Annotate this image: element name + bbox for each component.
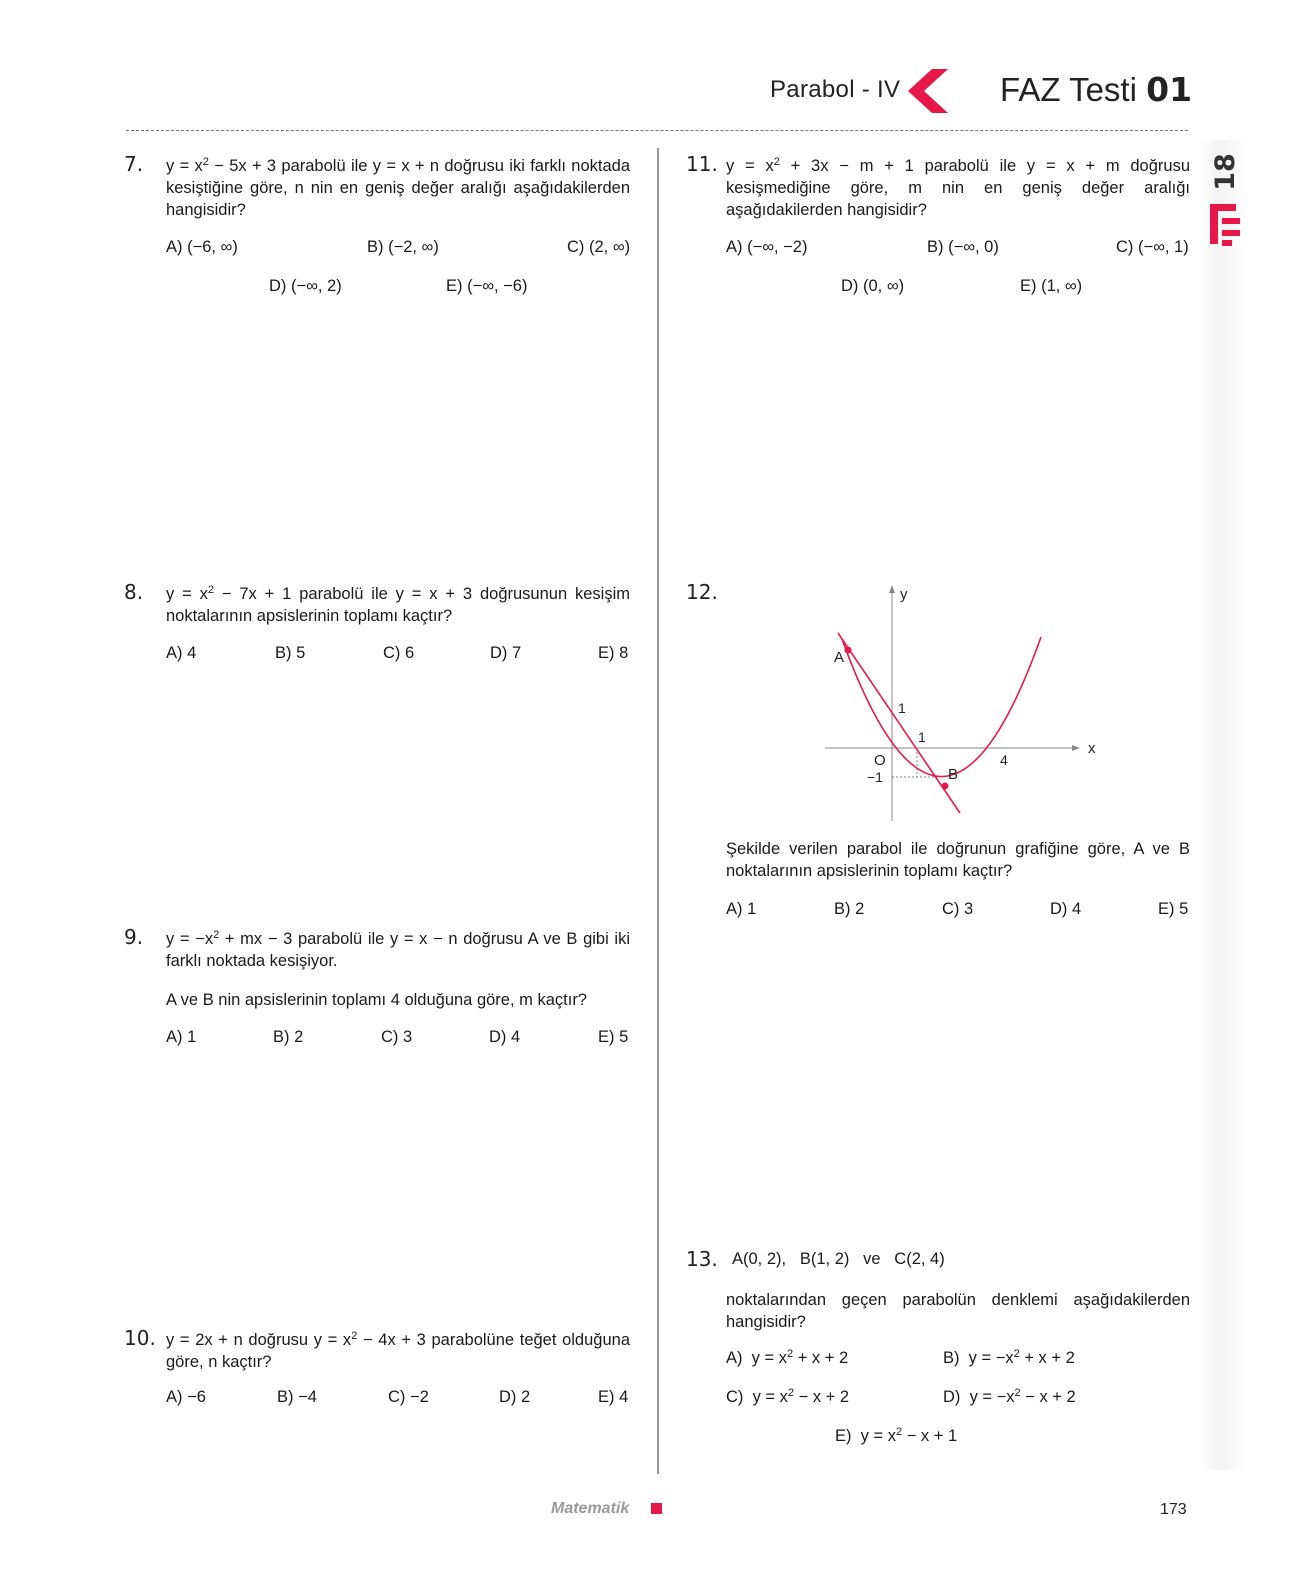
chevron-left-icon bbox=[904, 67, 952, 115]
q9-option-a[interactable]: A) 1 bbox=[166, 1028, 197, 1046]
q10-option-e[interactable]: E) 4 bbox=[598, 1388, 629, 1406]
q10-option-d[interactable]: D) 2 bbox=[499, 1388, 531, 1406]
q13-option-b[interactable]: B) $y = -x^2 + x + 2$ bbox=[943, 1348, 1075, 1367]
y-axis-label: y bbox=[900, 586, 908, 603]
q13-option-c[interactable]: C) $y = x^2 - x + 2$ bbox=[726, 1387, 850, 1406]
q12-option-e[interactable]: E) 5 bbox=[1158, 900, 1189, 918]
test-label: FAZ Testi bbox=[1000, 71, 1137, 108]
origin-label: O bbox=[874, 752, 886, 769]
question-8-text: $y = x^2 - 7x + 1$ parabolü ile y = x + 3 doğrusunun kesişim noktalarının apsislerinin toplamı kaçtır? bbox=[166, 584, 630, 625]
parabola-line-graph bbox=[810, 585, 1100, 825]
question-12-number: 12. bbox=[686, 580, 718, 604]
q13-option-d[interactable]: D) $y = -x^2 - x + 2$ bbox=[943, 1387, 1076, 1406]
y-axis-arrow bbox=[889, 585, 895, 593]
q9-option-b[interactable]: B) 2 bbox=[273, 1028, 304, 1046]
x-tick-4: 4 bbox=[1000, 752, 1008, 768]
question-10-text: y = 2x + n doğrusu $y = x^2 - 4x + 3$ parabolüne teğet olduğuna göre, n kaçtır? bbox=[166, 1330, 630, 1371]
question-7-text: $y = x^2 - 5x + 3$ parabolü ile y = x + n doğrusu iki farklı noktada kesiştiğine göre, n nin en geniş değer aralığı aşağıdakilerden hangisidir? bbox=[166, 156, 631, 219]
parabola-curve bbox=[842, 637, 1041, 777]
footer-subject: Matematik bbox=[551, 1500, 630, 1517]
test-number: 01 bbox=[1146, 70, 1193, 109]
q9-option-e[interactable]: E) 5 bbox=[598, 1028, 629, 1046]
side-tab bbox=[1200, 140, 1248, 1470]
q13-option-a[interactable]: A) $y = x^2 + x + 2$ bbox=[726, 1348, 849, 1367]
q11-option-d[interactable]: D) (0, ∞) bbox=[841, 277, 905, 295]
column-divider bbox=[657, 148, 659, 1474]
q7-option-a[interactable]: A) (−6, ∞) bbox=[166, 238, 238, 256]
side-tab-number: 18 bbox=[1209, 153, 1241, 191]
publisher-logo-icon bbox=[1208, 200, 1242, 252]
q11-option-c[interactable]: C) (−∞, 1) bbox=[1116, 238, 1189, 256]
header-divider bbox=[126, 130, 1188, 131]
q7-option-d[interactable]: D) (−∞, 2) bbox=[269, 277, 342, 295]
question-11-number: 11. bbox=[686, 152, 718, 176]
page-number: 173 bbox=[1160, 1501, 1187, 1518]
x-axis-label: x bbox=[1088, 740, 1096, 757]
question-13-points: A(0, 2), B(1, 2) ve C(2, 4) bbox=[732, 1250, 945, 1268]
q8-option-c[interactable]: C) 6 bbox=[383, 644, 415, 662]
question-9-number: 9. bbox=[124, 925, 144, 949]
q8-option-b[interactable]: B) 5 bbox=[275, 644, 306, 662]
q10-option-b[interactable]: B) −4 bbox=[277, 1388, 317, 1406]
q11-option-b[interactable]: B) (−∞, 0) bbox=[927, 238, 999, 256]
header-test-title bbox=[1000, 70, 1192, 109]
x-axis-arrow bbox=[1072, 745, 1080, 751]
y-tick-neg1: −1 bbox=[867, 769, 883, 785]
question-13-text: noktalarından geçen parabolün denklemi aşağıdakilerden hangisidir? bbox=[726, 1291, 1190, 1331]
question-7-number: 7. bbox=[124, 152, 144, 176]
question-9-text: $y = -x^2$ + mx − 3 parabolü ile y = x − n doğrusu A ve B gibi iki farklı noktada kesişiyor. bbox=[166, 929, 630, 970]
q8-option-e[interactable]: E) 8 bbox=[598, 644, 629, 662]
q12-option-a[interactable]: A) 1 bbox=[726, 900, 757, 918]
question-12-text: Şekilde verilen parabol ile doğrunun grafiğine göre, A ve B noktalarının apsislerinin toplamı kaçtır? bbox=[726, 840, 1190, 880]
q8-option-a[interactable]: A) 4 bbox=[166, 644, 197, 662]
q12-option-c[interactable]: C) 3 bbox=[942, 900, 974, 918]
q7-option-b[interactable]: B) (−2, ∞) bbox=[367, 238, 439, 256]
q11-option-a[interactable]: A) (−∞, −2) bbox=[726, 238, 808, 256]
q11-option-e[interactable]: E) (1, ∞) bbox=[1020, 277, 1083, 295]
q7-option-c[interactable]: C) (2, ∞) bbox=[567, 238, 631, 256]
q9-option-c[interactable]: C) 3 bbox=[381, 1028, 413, 1046]
point-b-marker bbox=[942, 783, 949, 790]
point-a-label: A bbox=[834, 649, 845, 666]
q13-option-e[interactable]: E) $y = x^2 - x + 1$ bbox=[835, 1426, 958, 1445]
x-tick-1: 1 bbox=[918, 729, 926, 745]
q12-option-b[interactable]: B) 2 bbox=[834, 900, 865, 918]
question-8-number: 8. bbox=[124, 580, 144, 604]
question-10-number: 10. bbox=[124, 1326, 156, 1350]
question-13-number: 13. bbox=[686, 1247, 718, 1271]
footer-square-icon bbox=[651, 1503, 662, 1514]
q10-option-c[interactable]: C) −2 bbox=[388, 1388, 429, 1406]
point-a-marker bbox=[845, 647, 852, 654]
question-11-text: $y = x^2 + 3x - m + 1$ parabolü ile y = x + m doğrusu kesişmediğine göre, m nin en geniş değer aralığı aşağıdakilerden hangisidir? bbox=[726, 156, 1190, 219]
q10-option-a[interactable]: A) −6 bbox=[166, 1388, 206, 1406]
q8-option-d[interactable]: D) 7 bbox=[490, 644, 522, 662]
question-9-question: A ve B nin apsislerinin toplamı 4 olduğuna göre, m kaçtır? bbox=[166, 991, 587, 1009]
q7-option-e[interactable]: E) (−∞, −6) bbox=[446, 277, 528, 295]
q12-option-d[interactable]: D) 4 bbox=[1050, 900, 1082, 918]
point-b-label: B bbox=[948, 766, 959, 783]
y-tick-1: 1 bbox=[898, 700, 906, 716]
q9-option-d[interactable]: D) 4 bbox=[489, 1028, 521, 1046]
header-topic: Parabol - IV bbox=[770, 76, 901, 103]
